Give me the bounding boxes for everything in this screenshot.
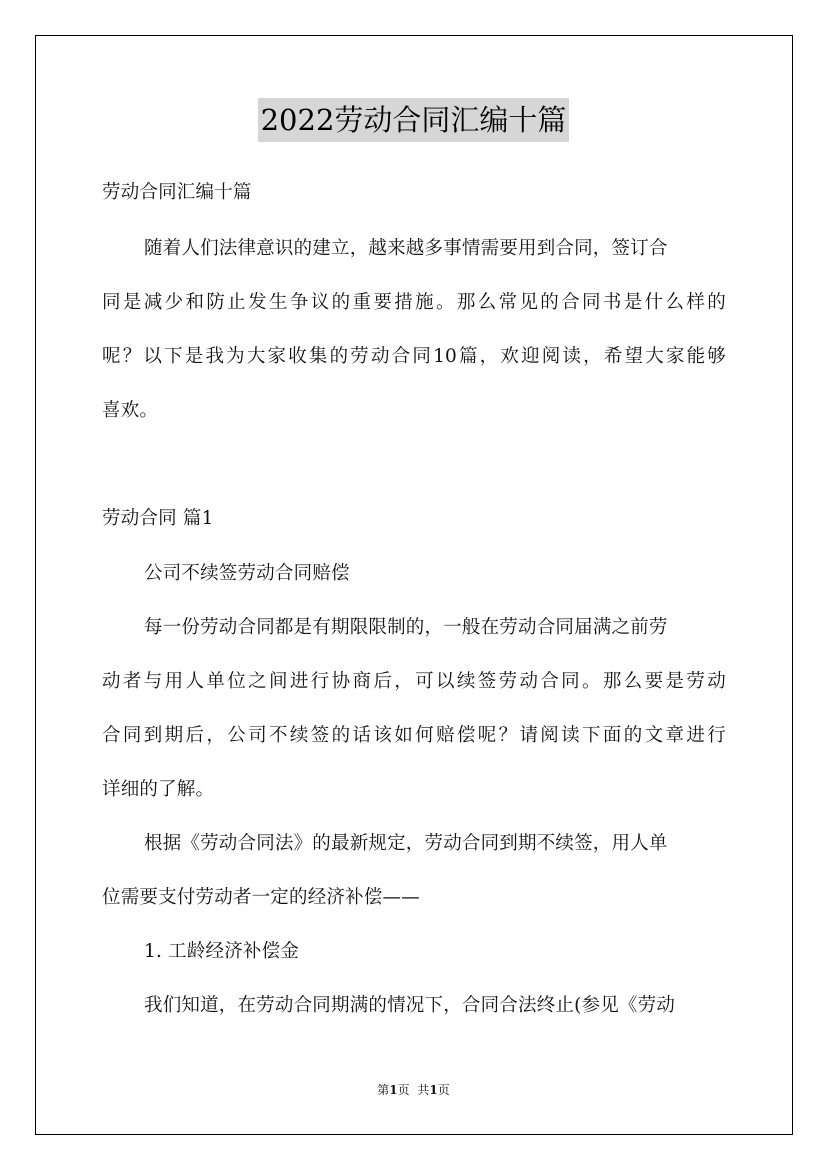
list-item: 1. 工龄经济补偿金	[144, 941, 300, 962]
paragraph-line: 随着人们法律意识的建立，越来越多事情需要用到合同，签订合	[144, 238, 668, 259]
footer-page-number: 1	[389, 1083, 398, 1097]
contract-heading: 劳动合同 篇1	[102, 508, 214, 529]
footer-total-prefix: 共	[417, 1083, 430, 1097]
paragraph-line: 呢？以下是我为大家收集的劳动合同10篇，欢迎阅读，希望大家能够	[102, 346, 726, 367]
section-heading: 劳动合同汇编十篇	[102, 182, 252, 203]
paragraph-line: 喜欢。	[102, 400, 159, 421]
paragraph-line: 合同到期后，公司不续签的话该如何赔偿呢？请阅读下面的文章进行	[102, 725, 726, 746]
footer-total-unit: 页	[437, 1083, 450, 1097]
document-title: 2022劳动合同汇编十篇	[258, 98, 570, 142]
paragraph-line: 动者与用人单位之间进行协商后，可以续签劳动合同。那么要是劳动	[102, 671, 726, 692]
paragraph-line: 同是减少和防止发生争议的重要措施。那么常见的合同书是什么样的	[102, 292, 726, 313]
subsection-title: 公司不续签劳动合同赔偿	[144, 563, 350, 584]
paragraph-line: 根据《劳动合同法》的最新规定，劳动合同到期不续签，用人单	[144, 833, 668, 854]
paragraph-line: 位需要支付劳动者一定的经济补偿——	[102, 887, 420, 908]
paragraph-line: 详细的了解。	[102, 779, 215, 800]
footer-total-pages: 1	[429, 1083, 438, 1097]
footer-prefix: 第	[377, 1083, 390, 1097]
title-wrapper	[0, 98, 827, 142]
page-footer	[0, 1082, 827, 1098]
footer-page-unit: 页	[397, 1083, 410, 1097]
paragraph-line: 每一份劳动合同都是有期限限制的，一般在劳动合同届满之前劳	[144, 617, 668, 638]
paragraph-line: 我们知道，在劳动合同期满的情况下，合同合法终止(参见《劳动	[144, 995, 676, 1016]
